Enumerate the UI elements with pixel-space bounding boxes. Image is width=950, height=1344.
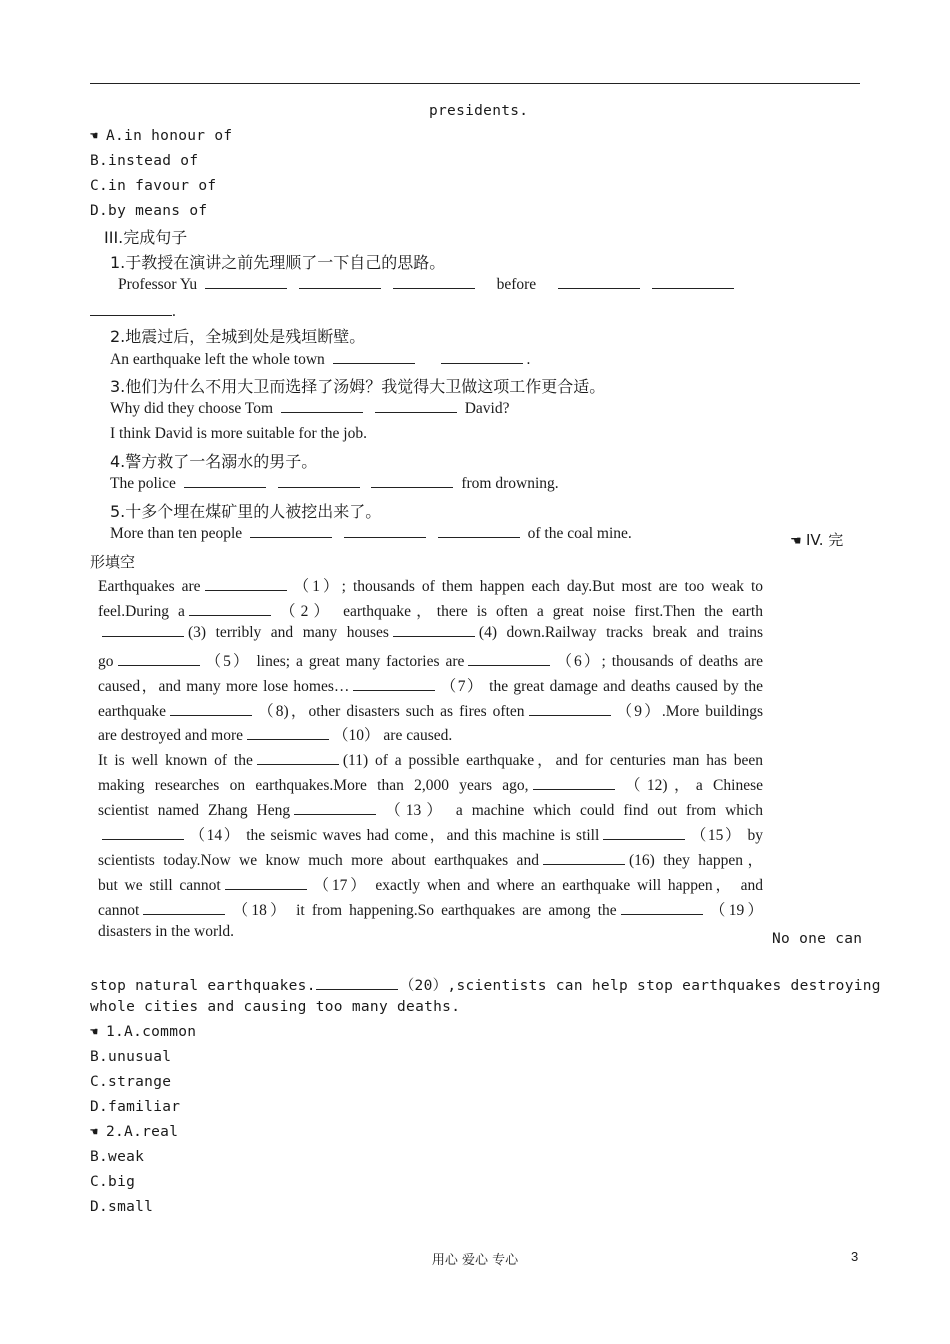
q1-option-d[interactable]: D.familiar (90, 1099, 181, 1115)
sentence-3-chinese: 3.他们为什么不用大卫而选择了汤姆？我觉得大卫做这项工作更合适。 (110, 377, 606, 396)
answer-blank[interactable] (333, 351, 415, 364)
answer-blank[interactable] (375, 400, 457, 413)
previous-sentence-end: presidents. (429, 103, 529, 119)
q1-option-b[interactable]: B.unusual (90, 1049, 172, 1065)
passage-text: （9）.More buildings (614, 702, 763, 720)
passage-text: Earthquakes are (98, 578, 201, 595)
passage-text: （15） by (689, 827, 763, 844)
passage-line (98, 599, 763, 621)
passage-text: disasters in the world. (98, 922, 235, 940)
answer-blank[interactable] (529, 703, 611, 716)
passage-text: scientists today.Now we know much more about earthquakes and (98, 851, 539, 869)
passage-text: （1）; thousands of them happen each day.But most are too weak to (290, 578, 764, 595)
answer-blank[interactable] (205, 578, 287, 591)
q1-option-c[interactable]: C.strange (90, 1074, 172, 1090)
passage-text: （13） a machine which could find out from which (380, 802, 763, 820)
passage-tail-2: whole cities and causing too many deaths. (90, 999, 461, 1015)
passage-line (98, 798, 763, 820)
answer-blank[interactable] (205, 276, 287, 289)
passage-line (98, 674, 763, 696)
passage-line (98, 574, 763, 596)
passage-text: (11) of a possible earthquake，and for centuries man has been (342, 752, 763, 770)
passage-text: feel.During a (98, 602, 185, 620)
answer-blank[interactable] (102, 827, 184, 840)
passage-text: but we still cannot (98, 876, 221, 894)
answer-blank[interactable] (558, 276, 640, 289)
sentence-3-english: Why did they choose Tom David? (110, 400, 510, 417)
answer-blank[interactable] (468, 653, 550, 666)
answer-blank[interactable] (257, 752, 339, 765)
option-a[interactable]: ☚ A.in honour of (90, 128, 233, 144)
answer-blank[interactable] (533, 777, 615, 790)
passage-text: (16) they happen， (628, 851, 763, 869)
answer-blank[interactable] (102, 624, 184, 637)
passage-text: go (98, 652, 114, 670)
pointer-icon: ☚ (90, 1025, 99, 1040)
section-3-title: III.完成句子 (104, 228, 188, 247)
answer-blank[interactable] (225, 877, 307, 890)
passage-line (98, 723, 452, 745)
answer-blank[interactable] (393, 276, 475, 289)
answer-blank[interactable] (371, 475, 453, 488)
passage-text: earthquake (98, 702, 166, 720)
passage-text: （19） (706, 901, 763, 919)
answer-blank[interactable] (316, 977, 398, 990)
passage-line (98, 748, 763, 770)
answer-blank[interactable] (247, 727, 329, 740)
answer-blank[interactable] (353, 678, 435, 691)
sentence-3-english-2: I think David is more suitable for the job. (110, 425, 367, 442)
header-rule (90, 83, 860, 84)
option-d[interactable]: D.by means of (90, 203, 208, 219)
section-4-title-left: 形填空 (90, 553, 136, 571)
sentence-4-english: The police from drowning. (110, 475, 559, 492)
page-number: 3 (851, 1249, 859, 1264)
sentence-2-chinese: 2.地震过后，全城到处是残垣断壁。 (110, 327, 366, 346)
passage-line (98, 624, 763, 642)
passage-text: （12)，a Chinese (618, 777, 763, 795)
sentence-5-english: More than ten people of the coal mine. (110, 525, 632, 542)
passage-text: （10） are caused. (333, 727, 453, 745)
q2-option-c[interactable]: C.big (90, 1174, 136, 1190)
answer-blank[interactable] (170, 703, 252, 716)
sentence-1-chinese: 1.于教授在演讲之前先理顺了一下自己的思路。 (110, 253, 446, 272)
pointer-icon: ☚ (90, 129, 99, 144)
answer-blank[interactable] (438, 525, 520, 538)
q2-option-d[interactable]: D.small (90, 1199, 154, 1215)
answer-blank[interactable] (281, 400, 363, 413)
passage-text: (3) terribly and many houses (188, 623, 389, 641)
answer-blank[interactable] (250, 525, 332, 538)
answer-blank[interactable] (278, 475, 360, 488)
sentence-4-chinese: 4.警方救了一名溺水的男子。 (110, 452, 318, 471)
answer-blank[interactable] (441, 351, 523, 364)
answer-blank[interactable] (603, 827, 685, 840)
passage-text: （7） the great damage and deaths caused by the (439, 677, 763, 695)
passage-text: It is well known of the (98, 752, 253, 770)
pointer-icon: ☚ (790, 534, 802, 549)
passage-text: caused，and many more lose homes… (98, 677, 350, 695)
sentence-5-chinese: 5.十多个埋在煤矿里的人被挖出来了。 (110, 502, 382, 521)
answer-blank[interactable] (189, 603, 271, 616)
passage-line (98, 699, 763, 721)
passage-text: （18） it from happening.So earthquakes are among the (229, 901, 617, 919)
answer-blank[interactable] (143, 902, 225, 915)
passage-text: scientist named Zhang Heng (98, 802, 291, 820)
sentence-1-continuation: . (90, 303, 176, 321)
passage-line (98, 773, 763, 795)
passage-tail-1: stop natural earthquakes. （20）,scientists can help stop earthquakes destroying (90, 978, 881, 994)
option-b[interactable]: B.instead of (90, 153, 199, 169)
passage-text: (4) down.Railway tracks break and trains (478, 623, 763, 641)
sentence-1-english: Professor Yu before (118, 276, 738, 294)
answer-blank[interactable] (344, 525, 426, 538)
answer-blank[interactable] (118, 653, 200, 666)
passage-text: （8)，other disasters such as fires often (256, 702, 525, 720)
answer-blank[interactable] (299, 276, 381, 289)
passage-line (98, 923, 234, 941)
answer-blank[interactable] (652, 276, 734, 289)
answer-blank[interactable] (184, 475, 266, 488)
answer-blank[interactable] (90, 303, 172, 316)
passage-line (98, 823, 763, 845)
passage-line (98, 873, 763, 895)
passage-text: （6）; thousands of deaths are (554, 652, 763, 670)
passage-line (98, 649, 763, 671)
answer-blank[interactable] (294, 802, 376, 815)
q2-option-b[interactable]: B.weak (90, 1149, 145, 1165)
answer-blank[interactable] (621, 902, 703, 915)
passage-text: （5） lines; a great many factories are (203, 652, 465, 670)
q2-option-a[interactable]: ☚ 2.A.real (90, 1124, 179, 1140)
option-c[interactable]: C.in favour of (90, 178, 217, 194)
passage-tail-right: No one can (772, 931, 863, 947)
section-4-title-right: ☚ IV. 完 (790, 531, 844, 549)
sentence-2-english: An earthquake left the whole town . (110, 351, 531, 368)
passage-line (98, 848, 763, 870)
footer-motto: 用心 爱心 专心 (431, 1253, 519, 1268)
pointer-icon: ☚ (90, 1125, 99, 1140)
answer-blank[interactable] (393, 624, 475, 637)
passage-text: （2） earthquake，there is often a great noise first.Then the earth (274, 602, 763, 620)
passage-line (98, 898, 763, 920)
passage-text: （17） exactly when and where an earthquake will happen， and (310, 876, 764, 894)
passage-text: cannot (98, 901, 140, 919)
passage-text: making researches on earthquakes.More than 2,000 years ago, (98, 777, 529, 795)
passage-text: （14） the seismic waves had come，and this machine is still (188, 827, 600, 844)
q1-option-a[interactable]: ☚ 1.A.common (90, 1024, 197, 1040)
answer-blank[interactable] (543, 852, 625, 865)
passage-text: are destroyed and more (98, 727, 244, 745)
